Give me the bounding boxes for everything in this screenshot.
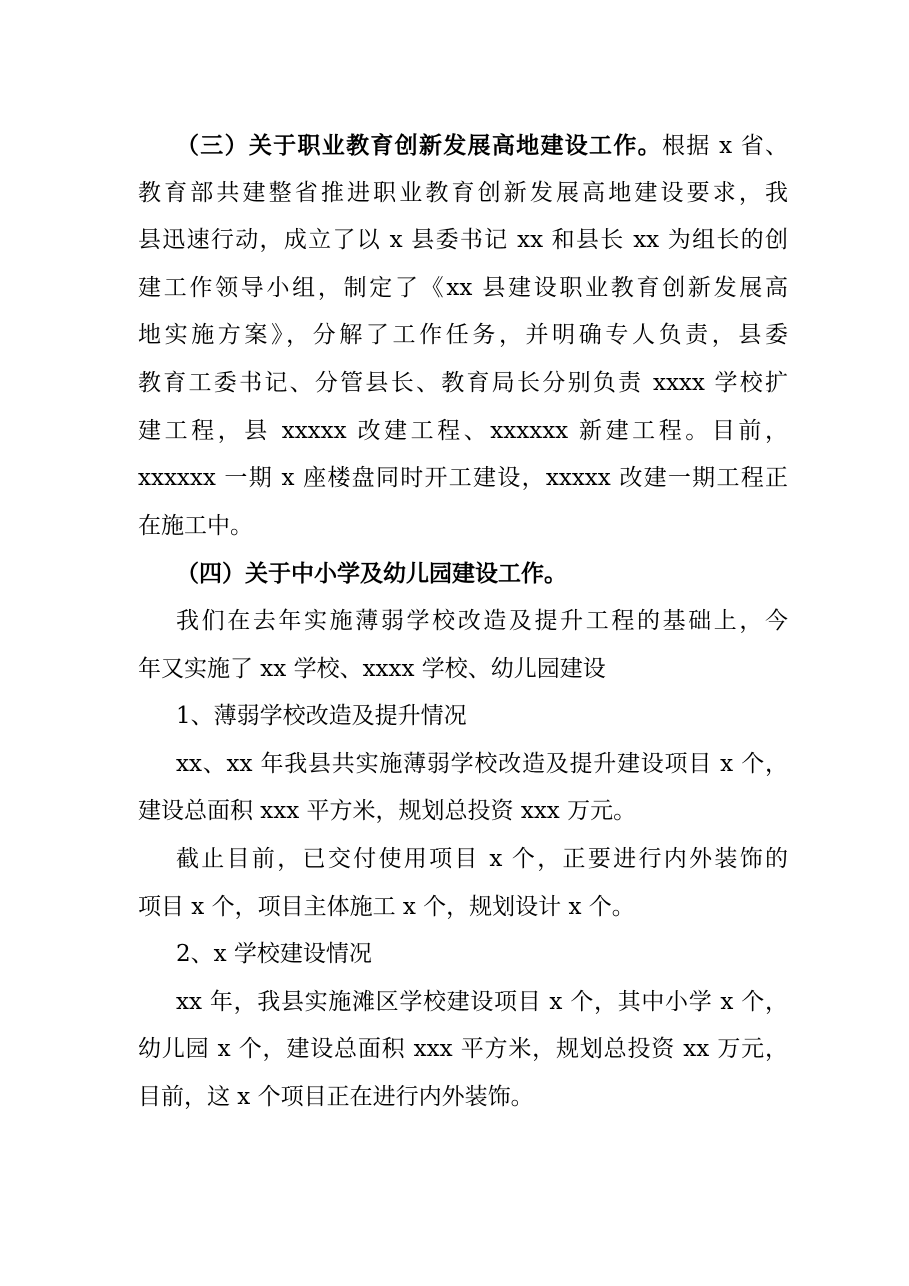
section-3-heading: （三）关于职业教育创新发展高地建设工作。	[176, 132, 662, 159]
section-3-line-8: xxxxxx 一期 x 座楼盘同时开工建设，xxxxx 改建一期工程正	[138, 465, 788, 492]
subsection-2-para-1-line-2: 幼儿园 x 个，建设总面积 xxx 平方米，规划总投资 xx 万元，	[138, 1036, 788, 1063]
section-3-line-7: 建工程，县 xxxxx 改建工程、xxxxxx 新建工程。目前，	[138, 417, 788, 444]
section-3-line-5: 地实施方案》，分解了工作任务，并明确专人负责，县委	[138, 322, 788, 349]
subsection-1-title: 1、薄弱学校改造及提升情况	[176, 703, 467, 730]
subsection-1-para-1-line-2: 建设总面积 xxx 平方米，规划总投资 xxx 万元。	[138, 798, 637, 825]
subsection-2-title: 2、x 学校建设情况	[176, 941, 372, 968]
subsection-1-para-1-line-1: xx、xx 年我县共实施薄弱学校改造及提升建设项目 x 个，	[176, 750, 788, 777]
section-3-line-4: 建工作领导小组，制定了《xx 县建设职业教育创新发展高	[138, 274, 788, 301]
section-3-line-6: 教育工委书记、分管县长、教育局长分别负责 xxxx 学校扩	[138, 369, 788, 396]
section-3-line-2: 教育部共建整省推进职业教育创新发展高地建设要求，我	[138, 179, 788, 206]
subsection-1-para-2-line-1: 截止目前，已交付使用项目 x 个，正要进行内外装饰的	[176, 845, 788, 872]
section-4-intro-line-2: 年又实施了 xx 学校、xxxx 学校、幼儿园建设	[138, 655, 606, 682]
subsection-2-para-1-line-1: xx 年，我县实施滩区学校建设项目 x 个，其中小学 x 个，	[176, 988, 788, 1015]
section-4-heading: （四）关于中小学及幼儿园建设工作。	[176, 560, 567, 588]
section-4-intro-line-1: 我们在去年实施薄弱学校改造及提升工程的基础上，今	[176, 607, 788, 634]
section-3-line-1-text: 根据 x 省、	[661, 133, 789, 159]
section-3-line-9: 在施工中。	[138, 512, 253, 539]
section-3-line-3: 县迅速行动，成立了以 x 县委书记 xx 和县长 xx 为组长的创	[138, 227, 788, 254]
subsection-1-para-2-line-2: 项目 x 个，项目主体施工 x 个，规划设计 x 个。	[138, 893, 635, 920]
document-body	[138, 122, 788, 1121]
section-3-first-line	[138, 122, 788, 170]
subsection-2-para-1-line-3: 目前，这 x 个项目正在进行内外装饰。	[138, 1083, 534, 1110]
